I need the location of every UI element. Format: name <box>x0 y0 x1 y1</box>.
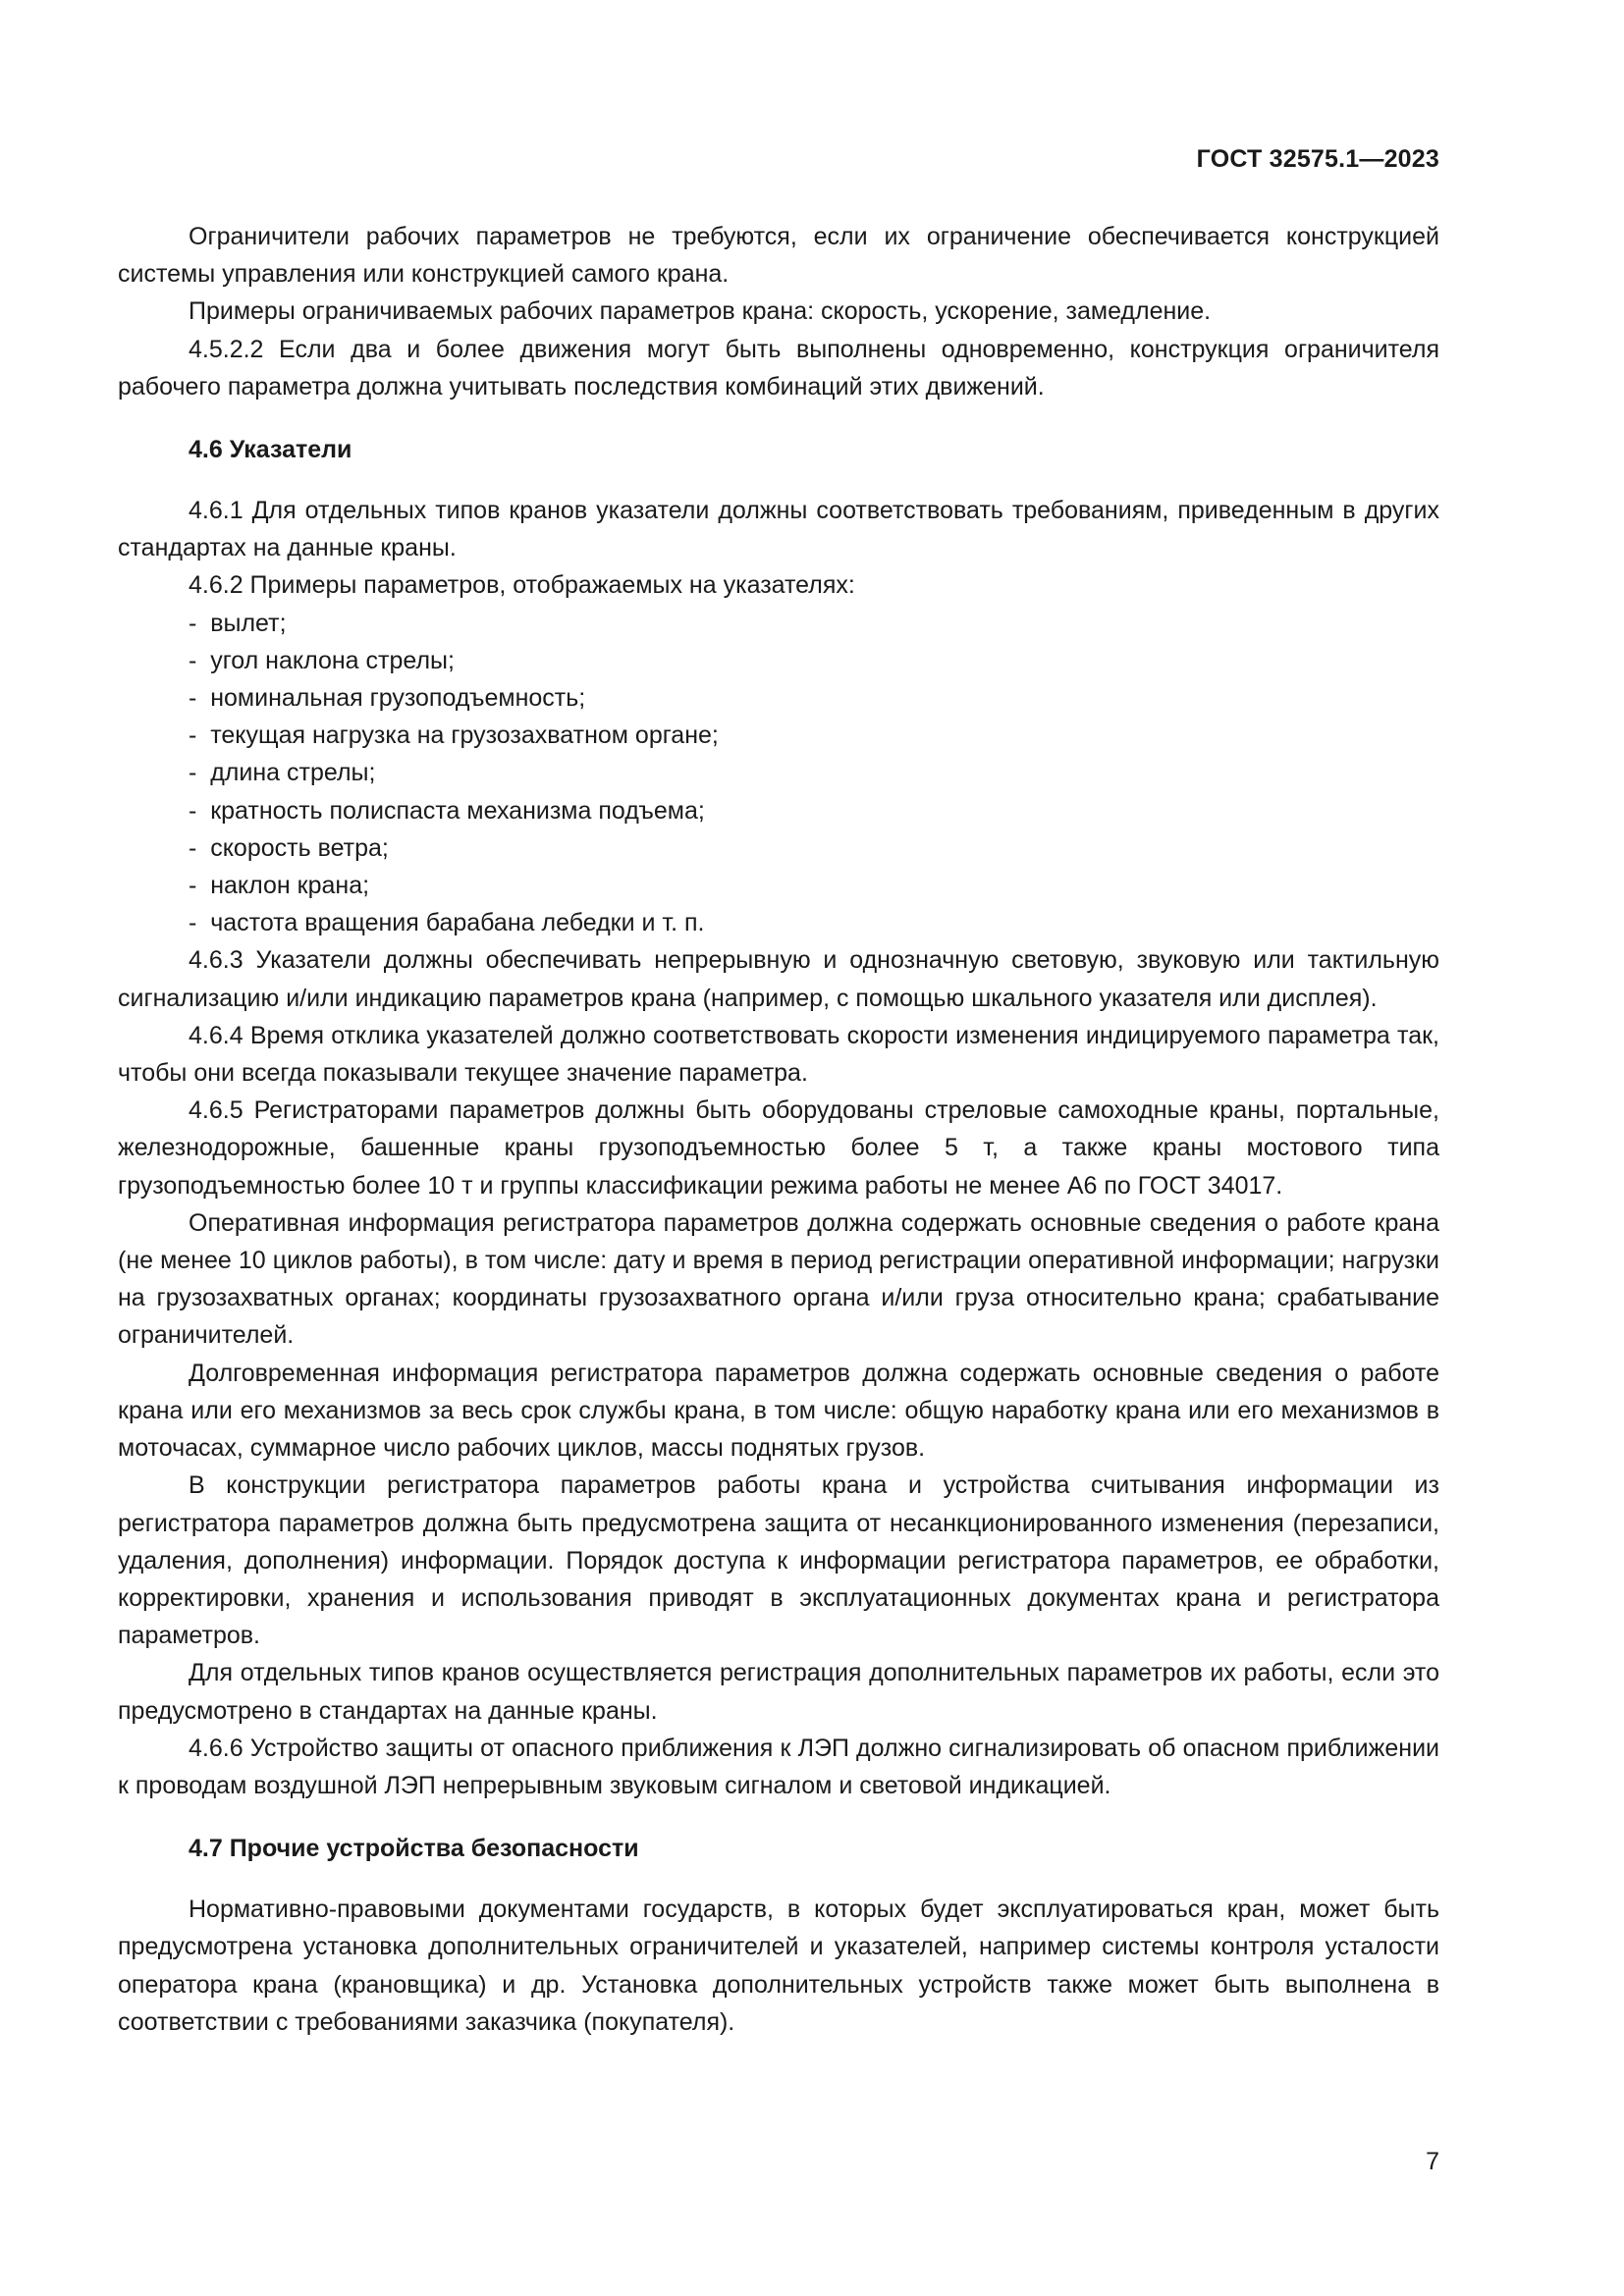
clause-4-5-2-2: 4.5.2.2 Если два и более движения могут быть выполнены одновременно, конструкция ограничителя рабочего параметра должна учитывать последствия комбинаций этих движений. <box>118 335 1439 400</box>
list-item: - кратность полиспаста механизма подъема; <box>118 792 1439 829</box>
parameter-examples-list <box>118 605 1439 942</box>
intro-paragraph-1: Ограничители рабочих параметров не требуются, если их ограничение обеспечивается конструкцией системы управления или конструкцией самого крана. <box>118 223 1439 289</box>
clause-4-6-2: 4.6.2 Примеры параметров, отображаемых на указателях: <box>189 571 855 600</box>
page-number: 7 <box>1426 2148 1439 2175</box>
clause-4-6-6: 4.6.6 Устройство защиты от опасного приближения к ЛЭП должно сигнализировать об опасном приближении к проводам воздушной ЛЭП непрерывным звуковым сигналом и световой индикацией. <box>118 1734 1439 1799</box>
standard-header: ГОСТ 32575.1—2023 <box>1196 145 1439 173</box>
list-item: - наклон крана; <box>118 867 1439 904</box>
protection-paragraph: В конструкции регистратора параметров работы крана и устройства считывания информации из регистратора параметров должна быть предусмотрена защита от несанкционированного изменения (перезаписи, удаления, дополнения) информации. Порядок доступа к информации регистратора параметров, ее обработки, корректировки, хранения и использования приводят в эксплуатационных документах крана и регистратора параметров. <box>118 1471 1439 1650</box>
long-term-info-paragraph: Долговременная информация регистратора параметров должна содержать основные сведения о работе крана или его механизмов за весь срок службы крана, в том числе: общую наработку крана или его механизмов в моточасах, суммарное число рабочих циклов, массы поднятых грузов. <box>118 1359 1439 1463</box>
list-item: - частота вращения барабана лебедки и т. п. <box>118 904 1439 941</box>
list-item: - скорость ветра; <box>118 829 1439 867</box>
intro-paragraph-2: Примеры ограничиваемых рабочих параметров крана: скорость, ускорение, замедление. <box>189 297 1212 326</box>
list-item: - длина стрелы; <box>118 754 1439 791</box>
section-4-7-paragraph: Нормативно-правовыми документами государств, в которых будет эксплуатироваться кран, может быть предусмотрена установка дополнительных ограничителей и указателей, например системы контроля усталости оператора крана (крановщика) и др. Установка дополнительных устройств также может быть выполнена в соответствии с требованиями заказчика (покупателя). <box>118 1896 1439 2036</box>
clause-4-6-3: 4.6.3 Указатели должны обеспечивать непрерывную и однозначную световую, звуковую или тактильную сигнализацию и/или индикацию параметров крана (например, с помощью шкального указателя или дисплея). <box>118 946 1439 1012</box>
list-item: - номинальная грузоподъемность; <box>118 679 1439 717</box>
clause-4-6-5: 4.6.5 Регистраторами параметров должны быть оборудованы стреловые самоходные краны, портальные, железнодорожные, башенные краны грузоподъемностью более 5 т, а также краны мостового типа грузоподъемностью более 10 т и группы классификации режима работы не менее А6 по ГОСТ 34017. <box>118 1096 1439 1200</box>
operational-info-paragraph: Оперативная информация регистратора параметров должна содержать основные сведения о работе крана (не менее 10 циклов работы), в том числе: дату и время в период регистрации оперативной информации; нагрузки на грузозахватных органах; координаты грузозахватного органа и/или груза относительно крана; срабатывание ограничителей. <box>118 1208 1439 1350</box>
clause-4-6-4: 4.6.4 Время отклика указателей должно соответствовать скорости изменения индицируемого параметра так, чтобы они всегда показывали текущее значение параметра. <box>118 1021 1439 1088</box>
list-item: - вылет; <box>118 605 1439 642</box>
list-item: - текущая нагрузка на грузозахватном органе; <box>118 717 1439 754</box>
document-body <box>118 218 1439 2041</box>
additional-params-paragraph: Для отдельных типов кранов осуществляется регистрация дополнительных параметров их работы, если это предусмотрено в стандартах на данные краны. <box>118 1659 1439 1725</box>
section-4-6-heading: 4.6 Указатели <box>189 436 352 464</box>
clause-4-6-1: 4.6.1 Для отдельных типов кранов указатели должны соответствовать требованиям, приведенным в других стандартах на данные краны. <box>118 497 1439 562</box>
section-4-7-heading: 4.7 Прочие устройства безопасности <box>189 1835 639 1863</box>
list-item: - угол наклона стрелы; <box>118 642 1439 679</box>
